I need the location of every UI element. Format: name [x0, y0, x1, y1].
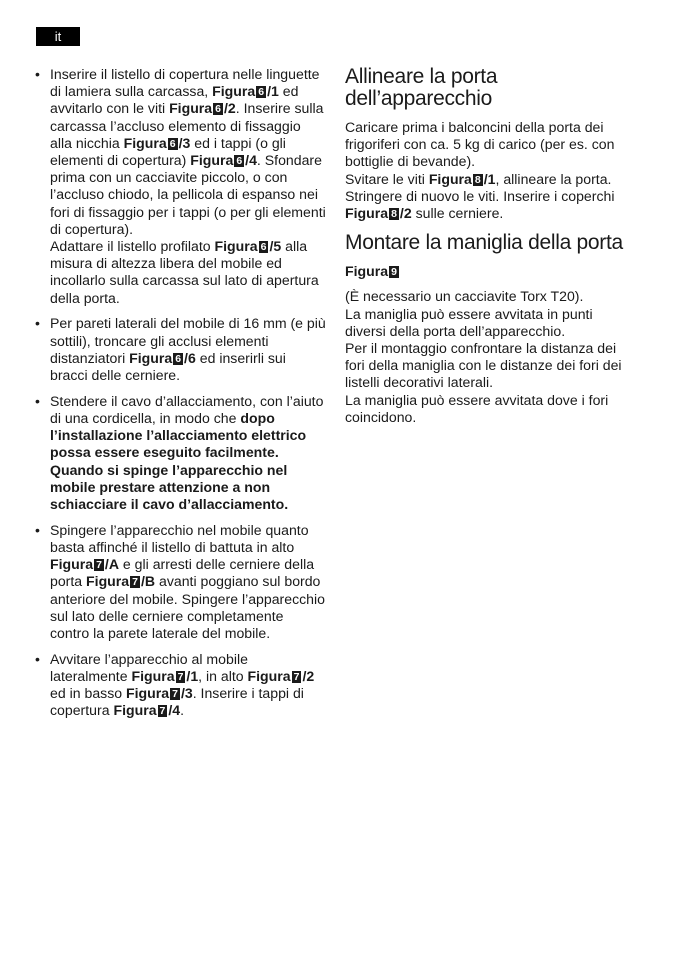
bold-text: Figura: [428, 170, 472, 187]
bold-text: Figura: [113, 702, 157, 719]
language-tab: it: [36, 27, 80, 46]
text-run: ed i tappi (o gli elementi di copertura): [50, 134, 286, 169]
figure-number-badge: 7: [159, 705, 166, 718]
bold-text: /4: [245, 152, 257, 169]
section-heading-mount-handle: Montare la maniglia della porta: [345, 231, 623, 255]
bold-text: /B: [140, 573, 156, 590]
list-item: [34, 522, 326, 642]
bold-text: Figura: [126, 685, 170, 702]
bold-text: /3: [178, 134, 191, 151]
figure-number-badge: 8: [391, 208, 397, 221]
text-run: Spingere l’apparecchio nel mobile quanto basta affinché il listello di battuta in alto: [50, 521, 309, 556]
figure-number-badge: 9: [391, 266, 397, 279]
section-heading-align-door: Allineare la porta dell’apparecchio: [345, 65, 498, 110]
bold-text: /5: [269, 238, 282, 255]
right-column: [345, 66, 637, 426]
figure-number-badge: 6: [260, 241, 267, 254]
figure-number-badge: 7: [132, 576, 138, 589]
text-run: ed in basso: [50, 685, 127, 702]
list-item: [34, 315, 326, 384]
bold-text: /2: [399, 205, 412, 222]
bold-text: Figura: [129, 349, 173, 366]
bold-text: Figura: [50, 556, 94, 573]
bold-text: /2: [302, 668, 315, 685]
paragraph-align-door: [345, 119, 637, 222]
list-item: [34, 651, 326, 720]
bold-text: /1: [186, 668, 199, 685]
figure-number-badge: 7: [177, 671, 184, 684]
bold-text: Figura: [169, 100, 213, 117]
text-run: Per il montaggio confrontare la distanza dei fori della maniglia con le distanze dei fori dei listelli decorativi laterali.: [345, 340, 622, 391]
text-run: , allineare la porta. Stringere di nuovo le viti. Inserire i coperchi: [345, 170, 615, 204]
text-run: ed avvitarlo con le viti: [50, 83, 299, 117]
text-run: Avvitare l’apparecchio al mobile lateralmente: [50, 650, 248, 685]
text-run: .: [180, 702, 185, 719]
figure-reference: [345, 263, 637, 280]
bold-text: /3: [180, 685, 193, 702]
bold-text: Figura: [247, 668, 291, 685]
bold-text: Figura: [345, 205, 389, 222]
list-item: [34, 393, 326, 513]
paragraph-mount-handle: [345, 288, 637, 426]
text-run: Adattare il listello profilato: [50, 238, 215, 255]
text-run: Per pareti laterali del mobile di 16 mm (e più sottili), troncare gli acclusi elementi distanziatori: [50, 315, 326, 366]
bold-text: /1: [483, 170, 496, 187]
text-run: Caricare prima i balconcini della porta dei frigoriferi con ca. 5 kg di carico (per es. con bottiglie di bevande).: [345, 119, 615, 170]
instruction-list: [34, 66, 326, 720]
bold-text: /1: [267, 83, 279, 100]
bold-text: Figura: [214, 238, 258, 255]
text-run: Inserire il listello di copertura nelle linguette di lamiera sulla carcassa,: [50, 66, 320, 100]
figure-number-badge: 7: [96, 559, 102, 572]
text-run: . Inserire i tappi di copertura: [50, 685, 304, 719]
bold-text: /6: [184, 349, 196, 366]
figure-number-badge: 6: [236, 155, 243, 168]
figure-number-badge: 6: [175, 352, 182, 365]
text-run: . Inserire sulla carcassa l’accluso elemento di fissaggio alla nicchia: [50, 100, 324, 151]
bold-text: Figura: [190, 152, 234, 169]
bold-text: Figura: [131, 668, 175, 685]
bold-text: Figura: [345, 263, 389, 280]
text-run: avanti poggiano sul bordo anteriore del mobile. Spingere l’apparecchio sul lato delle cerniere completamente contro la parete laterale del mobile.: [50, 573, 325, 642]
text-run: sulle cerniere.: [411, 205, 504, 222]
text-run: Svitare le viti: [345, 170, 429, 187]
figure-number-badge: 7: [172, 688, 178, 701]
text-run: , in alto: [198, 668, 248, 685]
figure-number-badge: 6: [258, 86, 265, 99]
text-run: Stendere il cavo d’allacciamento, con l’aiuto di una cordicella, in modo che: [50, 392, 324, 427]
bold-text: /A: [104, 556, 120, 573]
text-run: alla misura di altezza libera del mobile ed incollarlo sulla carcassa sul lato di apertura della porta.: [50, 238, 319, 306]
figure-number-badge: 7: [293, 671, 300, 684]
bold-text: Figura: [123, 134, 167, 151]
text-run: ed inserirli sui bracci delle cerniere.: [50, 349, 286, 384]
figure-number-badge: 6: [169, 137, 176, 150]
bold-text: dopo l’installazione l’allacciamento elettrico possa essere eseguito facilmente. Quando si spinge l’apparecchio nel mobile prestare attenzione a non schiacciare il cavo d’allacciamento.: [50, 410, 307, 513]
text-run: La maniglia può essere avvitata in punti diversi della porta dell’apparecchio.: [345, 305, 593, 339]
bold-text: /2: [223, 100, 236, 117]
bold-text: Figura: [86, 573, 130, 590]
left-column: [34, 66, 326, 728]
figure-number-badge: 8: [474, 173, 481, 186]
text-run: . Sfondare prima con un cacciavite piccolo, o con l’accluso chiodo, la pellicola di espanso nei fori di fissaggio per i tappi (o per gli elementi di copertura).: [50, 152, 326, 237]
text-run: (È necessario un cacciavite Torx T20).: [345, 288, 584, 305]
bold-text: /4: [168, 702, 181, 719]
bold-text: Figura: [212, 83, 256, 100]
list-item: [34, 66, 326, 307]
text-run: La maniglia può essere avvitata dove i fori coincidono.: [345, 391, 609, 425]
text-run: e gli arresti delle cerniere della porta: [50, 556, 315, 590]
figure-number-badge: 6: [215, 103, 221, 116]
